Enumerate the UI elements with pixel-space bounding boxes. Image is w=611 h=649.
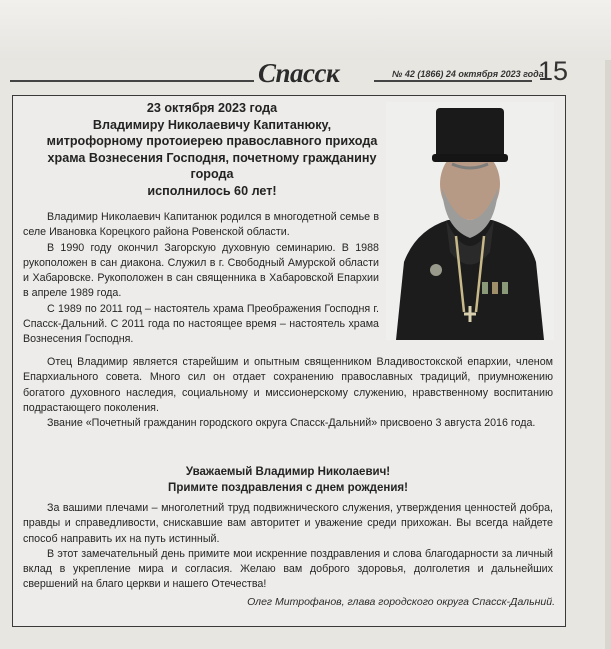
greeting-congrats: Примите поздравления с днем рождения! xyxy=(168,482,408,494)
title-line-rank: митрофорному протоиерею православного прихода xyxy=(46,134,378,148)
page-top-edge xyxy=(0,0,611,60)
bio-wide-column xyxy=(23,355,553,431)
bio-paragraph: Звание «Почетный гражданин городского округа Спасск-Дальний» присвоено 3 августа 2016 года. xyxy=(47,417,536,430)
issue-info: № 42 (1866) 24 октября 2023 года xyxy=(392,69,544,79)
wishes-paragraph: В этот замечательный день примите мои искренние поздравления и слова благодарности за личный вклад в укрепление мира и согласия. Желаю вам доброго здоровья, долголетия и дальнейших свершений на благо церкви и нашего Отечества! xyxy=(23,547,553,591)
portrait-photo xyxy=(386,102,554,340)
title-line-date: 23 октября 2023 года xyxy=(146,101,278,115)
bio-paragraph: С 1989 по 2011 год – настоятель храма Преображения Господня г. Спасск-Дальний. С 2011 года по настоящее время – настоятель храма Вознесения Господня. xyxy=(23,302,379,346)
signature: Олег Митрофанов, глава городского округа Спасск-Дальний. xyxy=(247,596,555,608)
header-rule-left xyxy=(10,80,254,82)
wishes-paragraph: За вашими плечами – многолетний труд подвижнического служения, утверждения ценностей добра, правды и справедливости, снискавшие вам авторитет и уважение среди прихожан. Вы всегда найдете способ направить их на путь истинный. xyxy=(23,502,553,545)
greeting-salutation: Уважаемый Владимир Николаевич! xyxy=(185,466,391,478)
priest-portrait-image xyxy=(386,102,554,340)
title-line-age: исполнилось 60 лет! xyxy=(147,183,277,198)
article-box xyxy=(12,95,566,627)
title-line-name: Владимиру Николаевичу Капитанюку, xyxy=(92,117,332,132)
article-title xyxy=(37,100,387,199)
bio-paragraph: Отец Владимир является старейшим и опытным священником Владивостокской епархии, членом Епархиального совета. Много сил он отдает сохранению православных традиций, приумножению богатого духовного наследия, социальному и миссионерскому служению, нравственному воспитанию подрастающего поколения. xyxy=(23,356,553,414)
bio-paragraph: Владимир Николаевич Капитанюк родился в многодетной семье в селе Ивановка Корецкого района Ровенской области. xyxy=(23,211,379,239)
header-rule-right xyxy=(374,80,532,82)
greeting-block xyxy=(23,464,553,496)
masthead: Спасск xyxy=(258,58,340,88)
title-line-city: города xyxy=(190,167,234,181)
page-header xyxy=(0,58,611,94)
title-line-church: храма Вознесения Господня, почетному гражданину xyxy=(47,150,377,165)
wishes-column xyxy=(23,501,553,593)
page-number: 15 xyxy=(538,56,569,86)
bio-narrow-column xyxy=(23,210,379,348)
bio-paragraph: В 1990 году окончил Загорскую духовную семинарию. В 1988 рукоположен в сан диакона. Служил в г. Свободный Амурской области и Хабаровске. Рукоположен в сан священника в Хабаровской Епархии в апреле 1989 года. xyxy=(23,241,379,300)
